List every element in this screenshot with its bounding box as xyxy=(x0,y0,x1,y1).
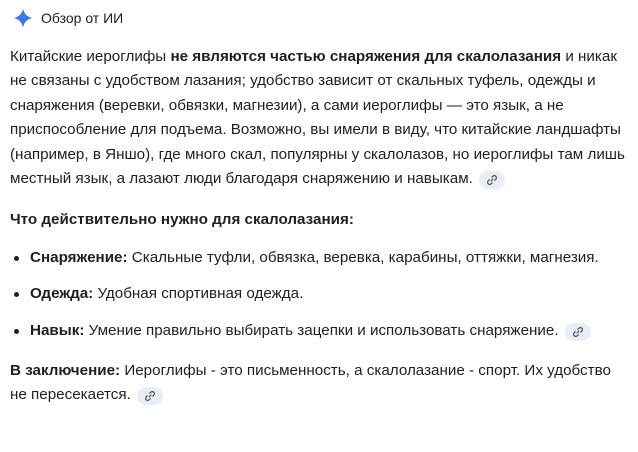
intro-text-start: Китайские иероглифы xyxy=(10,48,171,65)
list-item xyxy=(10,246,628,270)
list-item xyxy=(10,282,628,306)
list-item-term: Одежда: xyxy=(30,285,94,303)
intro-bold-phrase: не являются частью снаряжения для скалолазания xyxy=(170,48,562,65)
conclusion-term: В заключение: xyxy=(10,362,121,380)
list-item-term: Снаряжение: xyxy=(30,248,128,266)
list-item-text: Умение правильно выбирать зацепки и использовать снаряжение. xyxy=(84,321,559,339)
link-icon xyxy=(572,326,584,338)
source-link-button[interactable] xyxy=(565,323,591,341)
intro-text-end: и никак не связаны с удобством лазания; удобство зависит от скальных туфель, одежды и снаряжения (веревки, обвязки, магнезии), а сами иероглифы — это язык, а не приспособление для подъема. Возможно, вы имели в виду, что китайские ландшафты (например, в Яншо), где много скал, популярны у скалолазов, но иероглифы там лишь местный язык, а лазают люди благодаря снаряжению и навыкам. xyxy=(10,48,625,188)
link-icon xyxy=(486,174,498,186)
list-item xyxy=(10,319,628,343)
list-item-term: Навык: xyxy=(30,321,85,339)
intro-paragraph xyxy=(10,45,628,191)
ai-overview-title: Обзор от ИИ xyxy=(41,10,124,26)
source-link-button[interactable] xyxy=(137,387,163,405)
list-item-text: Удобная спортивная одежда. xyxy=(93,285,304,303)
conclusion-paragraph xyxy=(10,359,628,408)
list-item-text: Скальные туфли, обвязка, веревка, карабины, оттяжки, магнезия. xyxy=(127,248,599,266)
gemini-sparkle-icon xyxy=(12,7,34,29)
ai-overview-header xyxy=(12,6,123,30)
section-heading: Что действительно нужно для скалолазания: xyxy=(10,211,354,229)
link-icon xyxy=(144,390,156,402)
ai-overview-content xyxy=(10,45,628,408)
requirements-list xyxy=(10,246,628,343)
conclusion-text: Иероглифы - это письменность, а скалолазание - спорт. Их удобство не пересекается. xyxy=(10,362,611,404)
source-link-button[interactable] xyxy=(479,171,505,189)
